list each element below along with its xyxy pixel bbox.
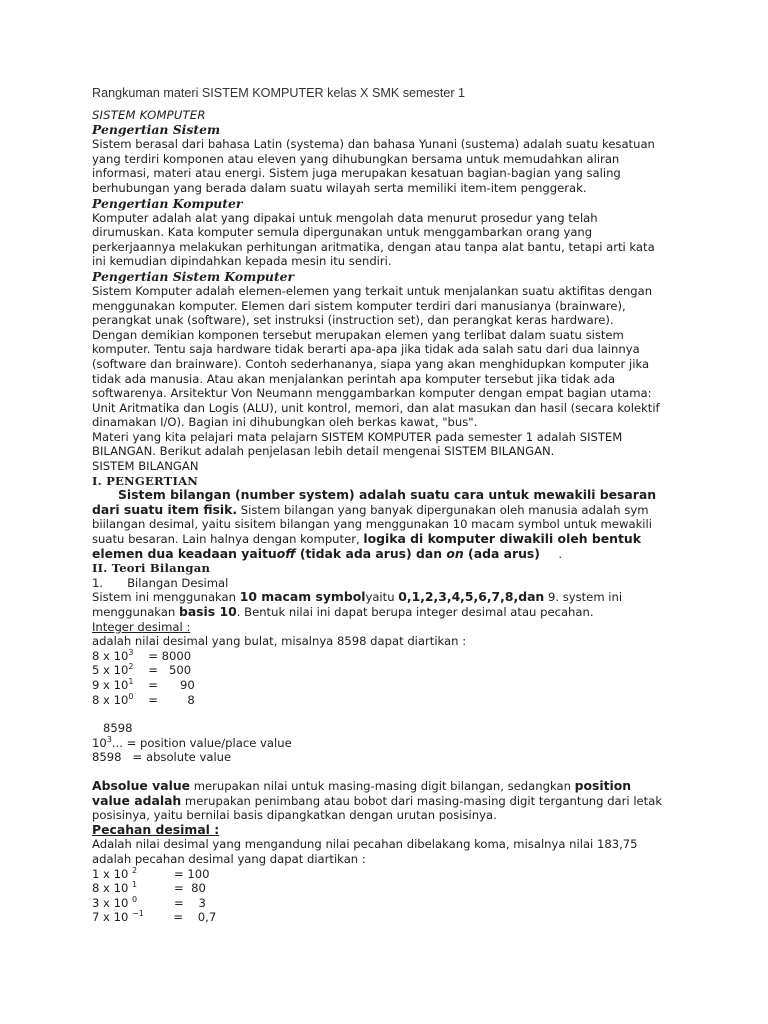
row-exponent: 1 — [128, 677, 134, 687]
pecahan-row — [92, 881, 672, 896]
pecahan-row — [92, 910, 672, 925]
paragraph-desimal — [92, 590, 672, 619]
paragraph-sistem-komputer-1: Sistem Komputer adalah elemen-elemen yang terkait untuk menjalankan suatu aktifitas dengan menggunakan komputer. Elemen dari sistem komputer terdiri dari manusianya (brainware), perangkat unak (software), set instruksi (instruction set), dan perangkat keras hardware). — [92, 283, 653, 328]
row-value: = 80 — [137, 881, 206, 896]
absolute-value-line: 8598 = absolute value — [92, 750, 232, 765]
row-value: = 3 — [137, 895, 206, 910]
row-value: = 90 — [133, 677, 195, 692]
paragraph-komputer: Komputer adalah alat yang dipakai untuk mengolah data menurut prosedur yang telah dirumuskan. Kata komputer semula dipergunakan untuk menggambarkan orang yang perkerjaannya melakukan perhitungan aritmatika, dengan atau tanpa alat bantu, tetapi arti kata ini kemudian dipindahkan kepada mesin itu sendiri. — [92, 210, 655, 269]
pengertian-bold: Sistem bilangan (number system) adalah suatu cara untuk mewakili besaran dari suatu item fisik. — [92, 487, 657, 517]
row-exponent: 3 — [128, 647, 134, 657]
list-number: 1. — [92, 575, 104, 590]
abs-text-1: merupakan nilai untuk masing-masing digit bilangan, sedangkan — [190, 778, 575, 793]
row-exponent: 2 — [128, 662, 134, 672]
row-base: 3 x 10 — [92, 895, 133, 910]
abs-text-2: merupakan penimbang atau bobot dari masing-masing digit tergantung dari letak posisinya, yaitu bernilai basis dipangkatkan dengan urutan posisinya. — [92, 793, 663, 823]
integer-row — [92, 663, 672, 678]
pengertian-bold-2c: (ada arus) — [463, 545, 540, 561]
desimal-bold-3: basis 10 — [178, 604, 237, 619]
heading-pengertian: I. PENGERTIAN — [92, 473, 199, 488]
document-page — [92, 86, 672, 925]
desimal-text-4: . Bentuk nilai ini dapat berupa integer desimal atau pecahan. — [236, 605, 594, 619]
integer-row — [92, 649, 672, 664]
heading-pengertian-sistem-komputer: Pengertian Sistem Komputer — [92, 268, 295, 284]
row-base: 1 x 10 — [92, 866, 133, 881]
paragraph-pecahan: Adalah nilai desimal yang mengandung nilai pecahan dibelakang koma, misalnya nilai 183,75 adalah pecahan desimal yang dapat diartikan : — [92, 837, 638, 866]
integer-table — [92, 649, 672, 707]
row-value: = 100 — [137, 866, 210, 881]
row-base: 9 x 10 — [92, 677, 129, 692]
pv-text: ... = position value/place value — [111, 735, 292, 750]
paragraph-absolute-value — [92, 779, 672, 823]
pv-exponent: 3 — [106, 734, 112, 744]
paragraph-pengertian — [92, 488, 672, 561]
row-value: = 0,7 — [143, 910, 217, 925]
integer-row — [92, 678, 672, 693]
row-base: 5 x 10 — [92, 663, 129, 678]
row-exponent: 0 — [132, 894, 138, 904]
row-exponent: 2 — [132, 865, 138, 875]
row-exponent: 1 — [132, 880, 138, 890]
pengertian-bold-2a: logika di komputer diwakili oleh bentuk elemen dua keadaan yaitu — [92, 531, 641, 561]
heading-integer-desimal: Integer desimal : — [92, 619, 191, 634]
pv-base: 10 — [92, 735, 107, 750]
row-exponent: −1 — [132, 909, 144, 919]
pecahan-row — [92, 896, 672, 911]
pengertian-on: on — [446, 545, 464, 561]
row-base: 8 x 10 — [92, 648, 129, 663]
position-value-line — [92, 736, 672, 751]
heading-pengertian-komputer: Pengertian Komputer — [92, 195, 243, 211]
desimal-text-3: 9. system ini menggunakan — [92, 590, 623, 619]
pecahan-table — [92, 867, 672, 925]
list-item-bilangan-desimal — [92, 576, 672, 591]
pengertian-text: Sistem bilangan yang banyak dipergunakan oleh manusia adalah sym biilangan desimal, yaitu sisitem bilangan yang menggunakan 10 macam symbol untuk mewakili suatu besaran. Lain halnya dengan komputer, — [92, 502, 652, 547]
heading-pengertian-sistem: Pengertian Sistem — [92, 122, 221, 138]
document-title: Rangkuman materi SISTEM KOMPUTER kelas X SMK semester 1 — [92, 86, 466, 100]
pengertian-bold-2b: (tidak ada arus) dan — [295, 545, 447, 561]
desimal-text-2: yaitu — [365, 590, 399, 605]
row-value: = 8000 — [133, 648, 192, 663]
abs-bold-1: Absolue value — [92, 777, 191, 793]
heading-pecahan-desimal: Pecahan desimal : — [92, 821, 220, 837]
row-value: = 500 — [133, 663, 192, 678]
list-label: Bilangan Desimal — [127, 575, 229, 590]
abs-bold-2: position value adalah — [92, 777, 632, 808]
paragraph-integer: adalah nilai desimal yang bulat, misalnya 8598 dapat diartikan : — [92, 634, 467, 649]
desimal-text-1: Sistem ini menggunakan — [92, 590, 240, 605]
integer-row — [92, 693, 672, 708]
row-base: 8 x 10 — [92, 881, 133, 896]
row-value: = 8 — [133, 692, 195, 707]
pengertian-end: . — [539, 546, 563, 561]
label-sistem-bilangan: SISTEM BILANGAN — [92, 459, 199, 474]
row-exponent: 0 — [128, 691, 134, 701]
row-base: 8 x 10 — [92, 692, 129, 707]
pengertian-off: off — [276, 545, 296, 561]
paragraph-sistem-komputer-2: Dengan demikian komponen tersebut merupakan elemen yang terlibat dalam suatu sistem komputer. Tentu saja hardware tidak berarti apa-apa jika tidak ada salah satu dari dua lainnya (software dan brainware). Contoh sederhananya, siapa yang akan menghidupkan komputer jika tidak ada manusia. Atau akan menjalankan perintah apa komputer tersebut jika tidak ada softwarenya. Arsitektur Von Neumann menggambarkan komputer dengan empat bagian utama: Unit Aritmatika dan Logis (ALU), unit kontrol, memori, dan alat masukan dan hasil (secara kolektif dinamakan I/O). Bagian ini dihubungkan oleh berkas kawat, "bus". — [92, 327, 660, 430]
paragraph-sistem: Sistem berasal dari bahasa Latin (systema) dan bahasa Yunani (sustema) adalah suatu kesatuan yang terdiri komponen atau eleven yang dihubungkan bersama untuk memudahkan aliran informasi, materi atau energi. Sistem juga merupakan kesatuan bagian-bagian yang saling berhubungan yang berada dalam suatu wilayah serta memiliki item-item penggerak. — [92, 137, 655, 195]
pecahan-row — [92, 867, 672, 882]
row-base: 7 x 10 — [92, 910, 133, 925]
total-value: 8598 — [92, 721, 133, 736]
subtitle: SISTEM KOMPUTER — [92, 107, 206, 122]
desimal-bold-2: 0,1,2,3,4,5,6,7,8,dan — [398, 589, 545, 605]
heading-teori-bilangan: II. Teori Bilangan — [92, 561, 211, 576]
desimal-bold-1: 10 macam symbol — [239, 589, 366, 605]
paragraph-sistem-komputer-3: Materi yang kita pelajari mata pelajarn SISTEM KOMPUTER pada semester 1 adalah SISTEM BILANGAN. Berikut adalah penjelasan lebih detail mengenai SISTEM BILANGAN. — [92, 429, 623, 459]
